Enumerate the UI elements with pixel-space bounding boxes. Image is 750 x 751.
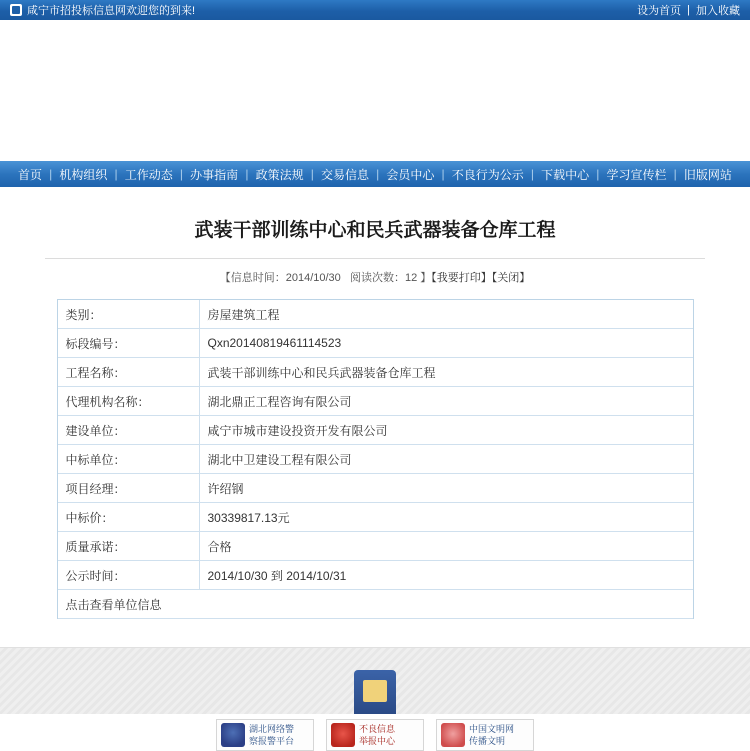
row-value: 房屋建筑工程: [199, 300, 693, 329]
row-value: 2014/10/30 到 2014/10/31: [199, 561, 693, 590]
nav-study-column[interactable]: 学习宣传栏: [606, 167, 667, 182]
footer-badge[interactable]: [216, 719, 314, 751]
police-badge-icon: [221, 723, 245, 747]
nav-separator: |: [441, 167, 445, 181]
add-favorite-link[interactable]: 加入收藏: [696, 5, 740, 17]
footer-badge-label-line1: 中国文明网: [469, 724, 515, 734]
main-navigation: [0, 161, 750, 187]
print-link[interactable]: 【我要打印】: [431, 272, 492, 284]
bid-info-table-wrapper: [57, 299, 694, 619]
nav-separator: |: [179, 167, 184, 181]
row-value: 30339817.13元: [199, 503, 693, 532]
top-bar-links: [637, 2, 740, 18]
table-row: [58, 474, 693, 503]
footer-badge-label-line2: 传播文明: [469, 736, 506, 746]
footer-badge-label-line1: 湖北网络警: [249, 724, 295, 734]
row-label: 工程名称：: [58, 358, 200, 387]
table-row: [58, 445, 693, 474]
row-value: 武装干部训练中心和民兵武器装备仓库工程: [199, 358, 693, 387]
row-value: 咸宁市城市建设投资开发有限公司: [199, 416, 693, 445]
meta-views-count: 12: [404, 272, 418, 284]
meta-publish-date: 2014/10/30: [285, 272, 341, 284]
footer-badge-label: [249, 723, 294, 747]
row-value: 湖北中卫建设工程有限公司: [199, 445, 693, 474]
top-bar: [0, 0, 750, 20]
table-row: [58, 416, 693, 445]
nav-separator: |: [673, 167, 677, 181]
row-label: 建设单位：: [58, 416, 200, 445]
nav-member-center[interactable]: 会员中心: [386, 167, 435, 182]
footer-badge[interactable]: [326, 719, 424, 751]
nav-separator: |: [310, 167, 314, 181]
page-title: 武装干部训练中心和民兵武器装备仓库工程: [194, 219, 556, 241]
table-row: [58, 300, 693, 329]
table-row: [58, 503, 693, 532]
footer-badge[interactable]: [436, 719, 534, 751]
table-row: [58, 561, 693, 590]
footer-badges: [0, 719, 750, 751]
table-row: [58, 358, 693, 387]
nav-guide[interactable]: 办事指南: [190, 167, 239, 182]
row-label: 项目经理：: [58, 474, 200, 503]
row-label: 标段编号：: [58, 329, 200, 358]
row-label: 代理机构名称：: [58, 387, 200, 416]
report-badge-icon: [331, 723, 355, 747]
nav-trade-info[interactable]: 交易信息: [320, 167, 369, 182]
nav-home[interactable]: 首页: [18, 167, 43, 182]
row-value: 合格: [199, 532, 693, 561]
row-label: 公示时间：: [58, 561, 200, 590]
nav-work-news[interactable]: 工作动态: [124, 167, 173, 182]
site-banner: [0, 20, 750, 161]
meta-date-prefix: 【信息时间：: [219, 272, 286, 284]
close-link[interactable]: 【关闭】: [491, 272, 531, 284]
bottom-decoration-strip: [0, 647, 750, 714]
meta-suffix: 】: [420, 272, 432, 284]
nav-old-site[interactable]: 旧版网站: [683, 167, 732, 182]
civilization-badge-icon: [441, 723, 465, 747]
row-value: 湖北鼎正工程咨询有限公司: [199, 387, 693, 416]
top-bar-welcome-group: [10, 2, 195, 18]
article-meta: [0, 259, 750, 299]
row-value: 许绍钢: [199, 474, 693, 503]
footer-badge-label: [469, 723, 514, 747]
nav-separator: |: [596, 167, 600, 181]
row-label: 中标单位：: [58, 445, 200, 474]
bid-info-table: [58, 300, 693, 619]
row-value: Qxn20140819461114523: [199, 329, 693, 358]
nav-separator: |: [530, 167, 534, 181]
table-row: [58, 387, 693, 416]
national-emblem-icon: [354, 670, 396, 714]
nav-policy[interactable]: 政策法规: [255, 167, 304, 182]
footer-badge-label-line2: 察报警平台: [249, 736, 295, 746]
nav-separator: |: [245, 167, 249, 181]
view-company-info-link[interactable]: 点击查看单位信息: [58, 590, 693, 619]
footer-badge-label-line2: 举报中心: [359, 736, 396, 746]
nav-organization[interactable]: 机构组织: [59, 167, 108, 182]
nav-download[interactable]: 下载中心: [541, 167, 590, 182]
footer-badge-label: [359, 723, 395, 747]
welcome-text: 咸宁市招投标信息网欢迎您的到来!: [27, 5, 196, 17]
row-label: 中标价：: [58, 503, 200, 532]
top-bar-separator: |: [687, 4, 690, 16]
nav-misconduct[interactable]: 不良行为公示: [451, 167, 524, 182]
row-label: 质量承诺：: [58, 532, 200, 561]
nav-item-list: [14, 166, 736, 183]
footer-badge-label-line1: 不良信息: [359, 724, 396, 734]
row-label: 类别：: [58, 300, 200, 329]
nav-separator: |: [49, 167, 53, 181]
meta-views-label: 阅读次数：: [349, 272, 405, 284]
table-row: [58, 532, 693, 561]
nav-separator: |: [114, 167, 118, 181]
table-row: [58, 329, 693, 358]
nav-separator: |: [376, 167, 380, 181]
view-company-info-row[interactable]: [58, 590, 693, 619]
globe-icon: [10, 4, 22, 16]
set-home-link[interactable]: 设为首页: [637, 5, 682, 17]
